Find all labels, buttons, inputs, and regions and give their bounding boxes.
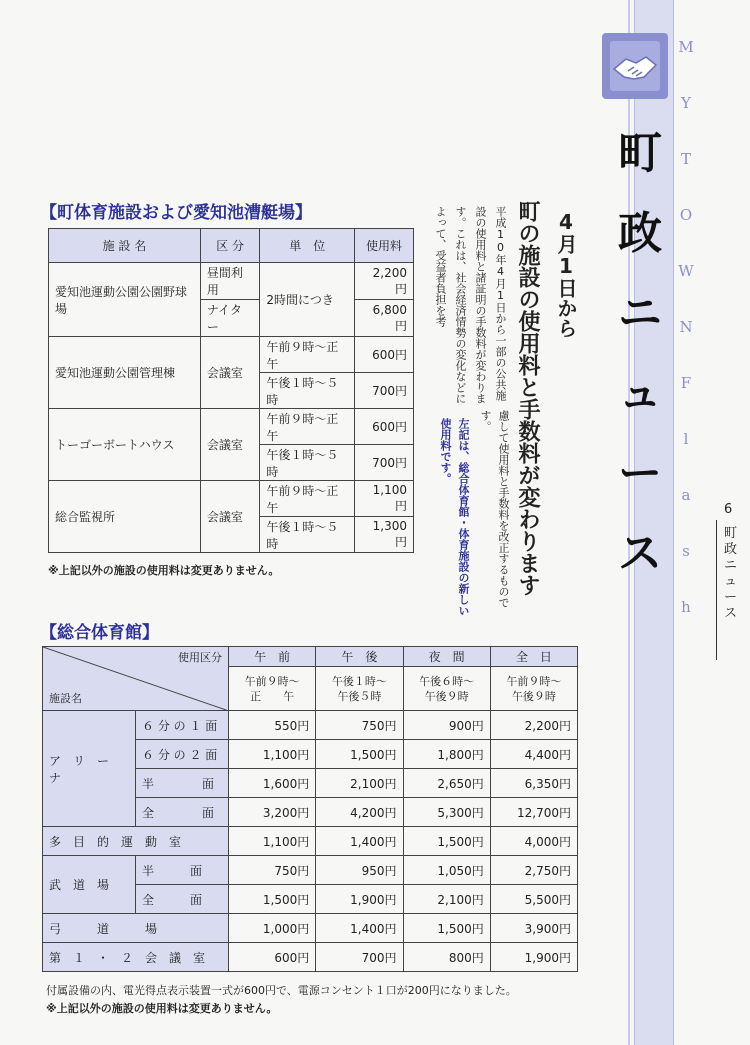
fee-cell: 1,100円: [229, 740, 316, 769]
corner-top-label: 使用区分: [178, 651, 222, 664]
table2-note: ※上記以外の施設の使用料は変更ありません。: [46, 1002, 278, 1015]
fee-cell: 1,900円: [490, 943, 577, 972]
fee-cell: 1,400円: [316, 914, 403, 943]
facility-name: 愛知池運動公園公園野球場: [49, 263, 201, 337]
fee-cell: 1,500円: [229, 885, 316, 914]
unit: 午前９時～正午: [260, 409, 355, 445]
fee: 700円: [355, 373, 414, 409]
fee-cell: 3,200円: [229, 798, 316, 827]
fee-cell: 600円: [229, 943, 316, 972]
division: 昼間利用: [200, 263, 260, 300]
col-facility: 施 設 名: [49, 229, 201, 263]
fee-cell: 550円: [229, 711, 316, 740]
fee: 6,800円: [355, 300, 414, 337]
fee-cell: 700円: [316, 943, 403, 972]
facility-name: トーゴーボートハウス: [49, 409, 201, 481]
fee-cell: 4,000円: [490, 827, 577, 856]
handshake-logo-icon: [602, 33, 668, 99]
fee-cell: 2,100円: [316, 769, 403, 798]
division: 会議室: [200, 481, 260, 553]
period-am: 午 前: [229, 647, 316, 667]
fee-cell: 800円: [403, 943, 490, 972]
headline-title: 町の施設の使用料と手数料が変わります: [515, 200, 540, 596]
headline-body-1: 平成10年4月1日から一部の公共施設の使用料と諸証明の手数料が変わります。これは、社会経済情勢の変化などによって、受益者負担を考: [434, 206, 507, 404]
fee-cell: 1,600円: [229, 769, 316, 798]
unit: 午後１時～５時: [260, 517, 355, 553]
header-corner-cell: [43, 647, 229, 711]
fee-cell: 2,200円: [490, 711, 577, 740]
fee-cell: 1,050円: [403, 856, 490, 885]
gymnasium-fee-table: [42, 646, 578, 972]
fee: 600円: [355, 409, 414, 445]
fee-cell: 6,350円: [490, 769, 577, 798]
period-allday: 全 日: [490, 647, 577, 667]
fee: 1,300円: [355, 517, 414, 553]
fee-cell: 1,100円: [229, 827, 316, 856]
col-division: 区 分: [200, 229, 260, 263]
facility-fee-table: [48, 228, 414, 553]
fee-cell: 1,500円: [403, 914, 490, 943]
corner-bottom-label: 施設名: [49, 692, 82, 705]
table2-heading: 【総合体育館】: [40, 623, 159, 643]
my-town-flash-vertical: M Y T O W N F l a s h: [678, 38, 694, 616]
fee-cell: 1,400円: [316, 827, 403, 856]
fee-cell: 1,500円: [316, 740, 403, 769]
budo-sub: 半 面: [136, 856, 229, 885]
period-night: 夜 間: [403, 647, 490, 667]
period-night-time: 午後６時～ 午後９時: [403, 667, 490, 711]
fee-cell: 3,900円: [490, 914, 577, 943]
unit: 午前９時～正午: [260, 481, 355, 517]
fee-cell: 12,700円: [490, 798, 577, 827]
col-unit: 単 位: [260, 229, 355, 263]
fee-cell: 2,100円: [403, 885, 490, 914]
col-fee: 使用料: [355, 229, 414, 263]
table1-heading: 【町体育施設および愛知池漕艇場】: [40, 203, 312, 223]
fee: 600円: [355, 337, 414, 373]
fee-cell: 5,500円: [490, 885, 577, 914]
arena-sub: 全 面: [136, 798, 229, 827]
fee: 700円: [355, 445, 414, 481]
arena-sub: ６ 分 の ２ 面: [136, 740, 229, 769]
headline-body-2: 慮して使用料と手数料を改正するものです。: [479, 410, 510, 608]
fee-cell: 900円: [403, 711, 490, 740]
fee-cell: 2,750円: [490, 856, 577, 885]
fee-cell: 1,000円: [229, 914, 316, 943]
facility-name: 総合監視所: [49, 481, 201, 553]
fee: 2,200円: [355, 263, 414, 300]
arena-sub: ６ 分 の １ 面: [136, 711, 229, 740]
page-label: 町 政 ニ ュ ー ス: [724, 526, 738, 621]
arena-sub: 半 面: [136, 769, 229, 798]
period-am-time: 午前９時～ 正 午: [229, 667, 316, 711]
fee-cell: 2,650円: [403, 769, 490, 798]
budo-label: 武 道 場: [43, 856, 136, 914]
fee-cell: 950円: [316, 856, 403, 885]
fee-cell: 4,200円: [316, 798, 403, 827]
fee-cell: 1,500円: [403, 827, 490, 856]
fee: 1,100円: [355, 481, 414, 517]
multi-purpose-room-label: 多 目 的 運 動 室: [43, 827, 229, 856]
page-title: 町 政 ニ ュ ー ス: [618, 128, 662, 579]
budo-sub: 全 面: [136, 885, 229, 914]
page-label-rule: [716, 520, 717, 660]
period-allday-time: 午前９時～ 午後９時: [490, 667, 577, 711]
fee-cell: 4,400円: [490, 740, 577, 769]
facility-name: 愛知池運動公園管理棟: [49, 337, 201, 409]
period-pm-time: 午後１時～ 午後５時: [316, 667, 403, 711]
fee-cell: 1,800円: [403, 740, 490, 769]
kyudo-label: 弓 道 場: [43, 914, 229, 943]
conference-room-label: 第 １ ・ ２ 会 議 室: [43, 943, 229, 972]
period-pm: 午 後: [316, 647, 403, 667]
division: ナイター: [200, 300, 260, 337]
table1-note: ※上記以外の施設の使用料は変更ありません。: [48, 564, 280, 577]
page-number: 6: [724, 502, 733, 517]
division: 会議室: [200, 409, 260, 481]
table2-footnote: 付属設備の内、電光得点表示装置一式が600円で、電源コンセント１口が200円になりました。: [46, 984, 517, 997]
division: 会議室: [200, 337, 260, 409]
unit: 2時間につき: [260, 263, 355, 337]
unit: 午前９時～正午: [260, 337, 355, 373]
arena-label: ア リ ー ナ: [43, 711, 136, 827]
fee-cell: 750円: [316, 711, 403, 740]
unit: 午後１時～５時: [260, 445, 355, 481]
headline-body-3: 左記は、総合体育館・体育施設の新しい使用料です。: [439, 418, 470, 616]
headline-date: 4月1日から: [554, 210, 578, 338]
unit: 午後１時～５時: [260, 373, 355, 409]
fee-cell: 750円: [229, 856, 316, 885]
fee-cell: 1,900円: [316, 885, 403, 914]
fee-cell: 5,300円: [403, 798, 490, 827]
